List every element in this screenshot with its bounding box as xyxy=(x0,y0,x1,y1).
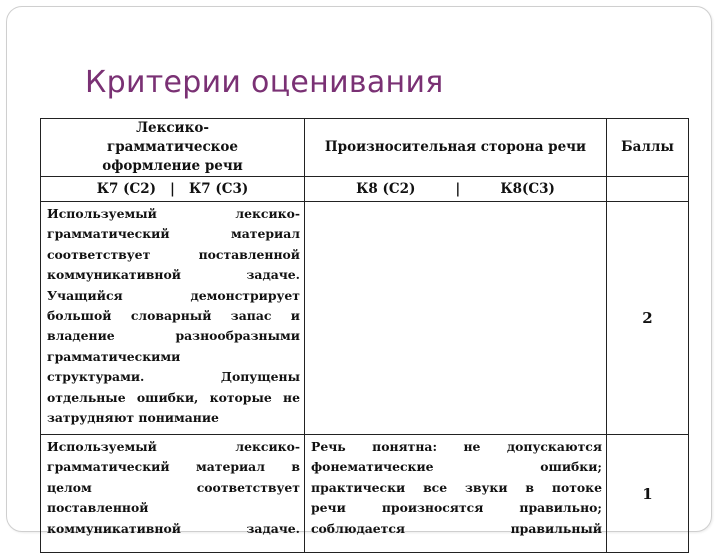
subheader-k8-c2: К8 (С2) xyxy=(356,181,416,197)
criterion-line: Речь понятна: не допускаются xyxy=(311,439,602,454)
subheader-k7 xyxy=(41,177,305,202)
criterion-lexical-cell xyxy=(41,435,305,553)
subheader-separator: | xyxy=(455,181,461,197)
criterion-line: практически все звуки в потоке xyxy=(311,479,602,495)
criterion-line: Используемый лексико- xyxy=(47,439,300,454)
criterion-line: большой словарный запас и xyxy=(47,308,300,324)
criterion-pronunciation-cell xyxy=(305,435,607,553)
criterion-line: коммуникативной задаче. xyxy=(47,267,300,283)
criterion-line: соответствует поставленной xyxy=(47,246,300,262)
criterion-line: Учащийся демонстрирует xyxy=(47,287,300,303)
criterion-line: грамматический материал xyxy=(47,226,300,242)
subheader-k8 xyxy=(305,177,607,202)
subheader-k7-c3: К7 (С3) xyxy=(188,181,249,197)
criterion-line: фонематические ошибки; xyxy=(311,459,602,475)
table-subheader-row xyxy=(41,177,689,202)
criterion-line: грамматический материал в xyxy=(47,459,300,475)
subheader-empty xyxy=(607,177,689,202)
criterion-line: Используемый лексико- xyxy=(47,206,300,221)
criteria-table-image xyxy=(40,118,692,536)
subheader-k8-c3: К8(С3) xyxy=(500,181,555,197)
table-row xyxy=(41,202,689,435)
criterion-line: затрудняют понимание xyxy=(47,410,219,426)
table-row xyxy=(41,435,689,553)
criterion-line: целом соответствует xyxy=(47,479,300,495)
criterion-lexical-cell xyxy=(41,202,305,435)
criterion-line: отдельные ошибки, которые не xyxy=(47,389,300,405)
criterion-line: грамматическими xyxy=(47,348,181,364)
criterion-pronunciation-cell xyxy=(305,202,607,435)
score-cell: 2 xyxy=(607,202,689,435)
score-cell: 1 xyxy=(607,435,689,553)
subheader-k7-c2: К7 (С2) xyxy=(96,181,157,197)
header-points: Баллы xyxy=(607,119,689,177)
slide-frame xyxy=(6,6,712,536)
page-title: Критерии оценивания xyxy=(85,65,444,100)
header-pronunciation: Произносительная сторона речи xyxy=(305,119,607,177)
criterion-line: владение разнообразными xyxy=(47,328,300,344)
criterion-line: структурами. Допущены xyxy=(47,369,300,385)
criterion-line: коммуникативной задаче. xyxy=(47,520,300,536)
header-lexical-grammar: Лексико-грамматическое оформление речи xyxy=(41,119,305,177)
table-header-row xyxy=(41,119,689,177)
criteria-table xyxy=(40,118,689,553)
subheader-separator: | xyxy=(170,181,175,197)
criterion-line: речи произносятся правильно; xyxy=(311,500,602,516)
criterion-line: поставленной xyxy=(47,500,149,516)
criterion-line: соблюдается правильный xyxy=(311,520,602,536)
